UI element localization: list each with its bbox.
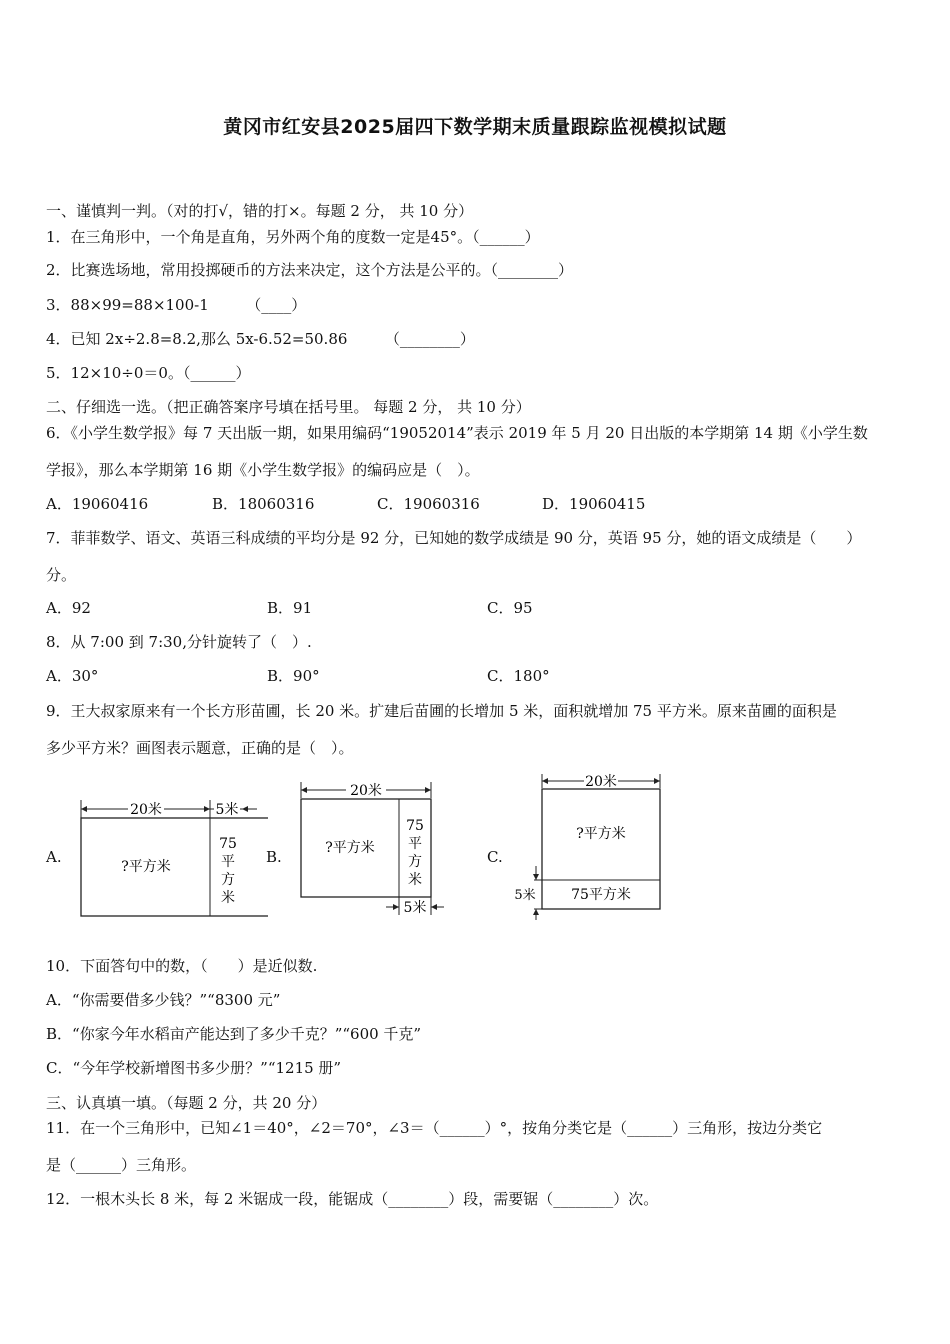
q8-option-c: C．180° <box>487 667 550 685</box>
q10-option-b: B．“你家今年水稻亩产能达到了多少千克？”“600 千克” <box>46 1025 422 1043</box>
q6-option-c: C．19060316 <box>377 495 480 513</box>
question-4: 4．已知 2x÷2.8=8.2,那么 5x-6.52=50.86 （________） <box>46 330 475 348</box>
q6-option-b: B．18060316 <box>212 495 315 513</box>
q8-option-b: B．90° <box>267 667 320 685</box>
q9-option-c: C. <box>487 848 503 866</box>
fig-b-area-label: ?平方米 <box>325 840 375 856</box>
q7-option-b: B．91 <box>267 599 313 617</box>
q9-figure-a <box>72 796 268 922</box>
q9-option-a: A. <box>46 848 62 866</box>
fig-b-ext-area-2: 平 <box>408 836 422 852</box>
question-10: 10．下面答句中的数，（ ）是近似数. <box>46 957 318 975</box>
fig-c-length-label: 20米 <box>585 774 617 790</box>
fig-c-extension-label: 5米 <box>514 888 536 903</box>
q7-option-a: A．92 <box>46 599 91 617</box>
fig-a-ext-area-3: 方 <box>221 872 235 888</box>
fig-a-extension-label: 5米 <box>215 802 239 818</box>
q7-option-c: C．95 <box>487 599 533 617</box>
question-7-line-2: 分。 <box>46 566 77 584</box>
question-6-line-2: 学报》，那么本学期第 16 期《小学生数学报》的编码应是（ ）。 <box>46 461 480 479</box>
q8-option-a: A．30° <box>46 667 99 685</box>
fig-b-ext-area-1: 75 <box>406 818 424 834</box>
fig-a-length-label: 20米 <box>130 802 162 818</box>
fig-b-ext-area-4: 米 <box>408 872 422 888</box>
q10-option-c: C．“今年学校新增图书多少册？”“1215 册” <box>46 1059 342 1077</box>
question-3: 3．88×99=88×100-1 （____） <box>46 296 307 314</box>
question-6-line-1: 6．《小学生数学报》每 7 天出版一期，如果用编码“19052014”表示 2019 年 5 月 20 日出版的本学期第 14 期《小学生数 <box>46 424 868 442</box>
question-5: 5．12×10÷0＝0。（______） <box>46 364 251 382</box>
fig-b-ext-area-3: 方 <box>408 854 422 870</box>
fig-a-ext-area-2: 平 <box>221 854 235 870</box>
page-title: 黄冈市红安县2025届四下数学期末质量跟踪监视模拟试题 <box>223 116 727 138</box>
question-11-line-1: 11．在一个三角形中，已知∠1＝40°，∠2＝70°，∠3＝（______）°，按角分类它是（______）三角形，按边分类它 <box>46 1119 823 1137</box>
q6-option-a: A．19060416 <box>46 495 149 513</box>
q9-figure-c <box>512 770 668 922</box>
q10-option-a: A．“你需要借多少钱？”“8300 元” <box>46 991 281 1009</box>
q9-figure-b <box>296 780 448 920</box>
fig-b-length-label: 20米 <box>350 783 382 799</box>
fig-b-extension-label: 5米 <box>403 900 427 916</box>
fig-a-ext-area-1: 75 <box>219 836 237 852</box>
question-11-line-2: 是（______）三角形。 <box>46 1156 197 1174</box>
question-9-line-1: 9．王大叔家原来有一个长方形苗圃，长 20 米。扩建后苗圃的长增加 5 米，面积就增加 75 平方米。原来苗圃的面积是 <box>46 702 837 720</box>
q9-option-b: B. <box>266 848 282 866</box>
question-7-line-1: 7．菲菲数学、语文、英语三科成绩的平均分是 92 分，已知她的数学成绩是 90 分，英语 95 分，她的语文成绩是（ ） <box>46 529 862 547</box>
question-12: 12．一根木头长 8 米，每 2 米锯成一段，能锯成（________）段，需要锯（________）次。 <box>46 1190 659 1208</box>
fig-a-ext-area-4: 米 <box>221 890 235 906</box>
fig-c-area-label: ?平方米 <box>576 826 626 842</box>
section-3-heading: 三、认真填一填。（每题 2 分，共 20 分） <box>46 1094 327 1112</box>
fig-a-area-label: ?平方米 <box>121 859 171 875</box>
question-9-line-2: 多少平方米？画图表示题意，正确的是（ ）。 <box>46 739 354 757</box>
question-8: 8．从 7:00 到 7:30,分针旋转了（ ）. <box>46 633 312 651</box>
section-2-heading: 二、仔细选一选。（把正确答案序号填在括号里。 每题 2 分， 共 10 分） <box>46 398 531 416</box>
question-2: 2．比赛选场地，常用投掷硬币的方法来决定，这个方法是公平的。（________） <box>46 261 574 279</box>
q6-option-d: D．19060415 <box>542 495 646 513</box>
question-1: 1．在三角形中，一个角是直角，另外两个角的度数一定是45°。（______） <box>46 228 540 246</box>
fig-c-ext-area-label: 75平方米 <box>571 887 631 903</box>
section-1-heading: 一、谨慎判一判。（对的打√，错的打×。每题 2 分， 共 10 分） <box>46 202 474 220</box>
